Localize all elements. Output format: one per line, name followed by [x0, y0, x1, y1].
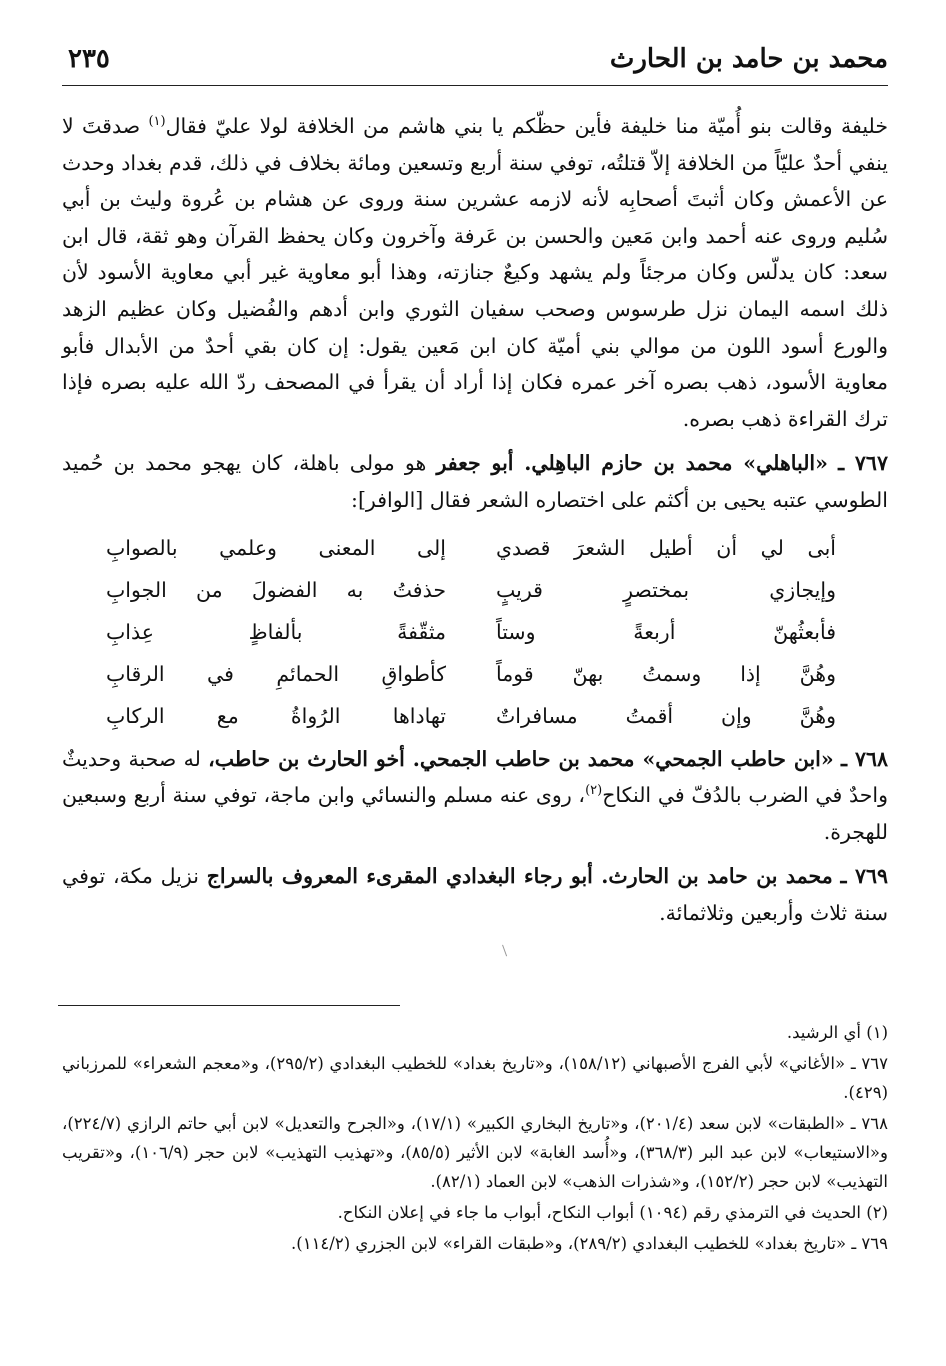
- page-header: [62, 40, 888, 86]
- footnote-label: (٢): [866, 1203, 888, 1222]
- entry-768-heading: «ابن حاطب الجمحي» محمد بن حاطب الجمحي. أخو الحارث بن حاطب،: [208, 746, 834, 771]
- entry-767-number: ٧٦٧ ـ: [838, 451, 888, 476]
- page-number: ٢٣٥: [68, 44, 110, 74]
- footnote-ref-2[interactable]: (٢): [585, 783, 603, 799]
- poem-verse: [62, 611, 888, 653]
- entry-768: [62, 741, 888, 851]
- entry-768-text-b: ، روى عنه مسلم والنسائي وابن ماجة، توفي سنة أربع وسبعين للهجرة.: [62, 783, 888, 844]
- verse-second-hemistich: إلى المعنى وعلمي بالصوابِ: [106, 535, 446, 560]
- footnote-rule: [58, 1005, 400, 1006]
- poem-verse: [62, 653, 888, 695]
- footnote-item: [62, 1229, 888, 1258]
- footnote-label: ٧٦٩ ـ: [851, 1234, 888, 1253]
- poem-verse: [62, 527, 888, 569]
- footnote-text: «الأغاني» لأبي الفرج الأصبهاني (١٥٨/١٢)، و«تاريخ بغداد» للخطيب البغدادي (٢٩٥/٢)، و«معجم الشعراء» للمرزباني (٤٢٩).: [62, 1054, 888, 1102]
- entry-769-heading: محمد بن حامد بن الحارث. أبو رجاء البغدادي المقرىء المعروف بالسراج: [206, 864, 833, 889]
- footnote-item: [62, 1198, 888, 1227]
- footnote-text: «الطبقات» لابن سعد (٢٠١/٤)، و«تاريخ البخاري الكبير» (١٧/١)، و«الجرح والتعديل» لابن أبي حاتم الرازي (٢٢٤/٧)، و«الاستيعاب» لابن عبد البر (٣٦٨/٣)، و«أُسد الغابة» لابن الأثير (٨٥/٥)، و«تهذيب التهذيب» لابن حجر (١٠٦/٩)، و«تقريب التهذيب» لابن حجر (١٥٢/٢)، و«شذرات الذهب» لابن العماد (٨٢/١).: [62, 1114, 888, 1191]
- verse-second-hemistich: مثقّفةً بألفاظٍ عِذابِ: [106, 619, 446, 644]
- footnote-label: (١): [866, 1023, 888, 1042]
- footnote-ref-1[interactable]: (١): [148, 114, 166, 130]
- verse-first-hemistich: فأبعثُهنّ أربعةً وستاً: [496, 619, 836, 644]
- verse-second-hemistich: كأطواقِ الحمائمِ في الرقابِ: [106, 661, 446, 686]
- verse-first-hemistich: وإيجازي بمختصرٍ قريبٍ: [496, 577, 836, 602]
- footnote-text: «تاريخ بغداد» للخطيب البغدادي (٢٨٩/٢)، و«طبقات القراء» لابن الجزري (١١٤/٢).: [291, 1234, 847, 1253]
- intro-text-b: صدقتَ لا ينفي أحدٌ عليّاً من الخلافة إلاّ قتلتُه، توفي سنة أربع وتسعين ومائة بخلاف في ذلك، قدم بغداد وحدث عن الأعمش وكان أثبتَ أصحابِه لأنه لازمه عشرين سنة وروى عن هشام بن عُروة وليث بن أبي سُليم وروى عنه أحمد وابن مَعين والحسن بن عَرفة وآخرون وكان يحفظ القرآن وهو ثقة، قال ابن سعد: كان يدلّس وكان مرجئاً ولم يشهد وكيعٌ جنازته، وهذا أبو معاوية غير أبي معاوية الأسود لأن ذلك اسمه اليمان نزل طرسوس وصحب سفيان الثوري وابن أدهم والفُضيل وكان عظيم الزهد والورع أسود اللون من موالي بني أميّة كان ابن مَعين يقول: إن كان بقي أحدٌ من الأبدال فأبو معاوية الأسود، ذهب بصره آخر عمره فكان إذا أراد أن يقرأ في المصحف ردّ الله عليه بصره فإذا ترك القراءة ذهب بصره.: [62, 114, 888, 431]
- entry-768-number: ٧٦٨ ـ: [840, 746, 888, 771]
- footnote-text: أي الرشيد.: [786, 1023, 861, 1042]
- verse-first-hemistich: وهُنَّ وإن أقمتُ مسافراتٌ: [496, 703, 836, 728]
- entry-768-text-a: له صحبة وحديثٌ واحدٌ في الضرب بالدُفّ في النكاح: [62, 746, 888, 808]
- entry-769: [62, 858, 888, 931]
- poem-verse: [62, 569, 888, 611]
- entry-769-number: ٧٦٩ ـ: [840, 864, 889, 889]
- footnote-text: الحديث في الترمذي رقم (١٠٩٤) أبواب النكاح، أبواب ما جاء في إعلان النكاح.: [337, 1203, 861, 1222]
- verse-first-hemistich: وهُنَّ إذا وسمتُ بهنّ قوماً: [496, 661, 836, 686]
- poem: [62, 527, 888, 737]
- footnote-label: ٧٦٨ ـ: [850, 1114, 888, 1133]
- header-rule: [62, 85, 888, 86]
- pencil-mark: [502, 944, 510, 957]
- footnote-item: [62, 1049, 888, 1107]
- footnote-item: [62, 1109, 888, 1196]
- intro-text-a: خليفة وقالت بنو أُميّة منا خليفة فأين حظّكم يا بني هاشم من الخلافة لولا عليّ فقال: [165, 114, 888, 138]
- entry-767-heading: «الباهلي» محمد بن حازم الباهِلي. أبو جعفر: [436, 451, 828, 476]
- poem-verse: [62, 695, 888, 737]
- running-title: محمد بن حامد بن الحارث: [609, 44, 888, 74]
- intro-paragraph: [62, 108, 888, 437]
- entry-767-text: هو مولى باهلة، كان يهجو محمد بن حُميد الطوسي عتبه يحيى بن أكثم على اختصاره الشعر فقال [الوافر]:: [62, 451, 888, 512]
- footnote-label: ٧٦٧ ـ: [850, 1054, 888, 1073]
- entry-767: [62, 445, 888, 518]
- footnotes: [62, 1018, 888, 1260]
- verse-second-hemistich: تهاداها الرُواةُ مع الركابِ: [106, 703, 446, 728]
- main-text: [62, 108, 888, 932]
- footnote-item: [62, 1018, 888, 1047]
- verse-first-hemistich: أبى لي أن أطيل الشعرَ قصدي: [496, 535, 836, 560]
- verse-second-hemistich: حذفتُ به الفضولَ من الجوابِ: [106, 577, 446, 602]
- entry-769-text: نزيل مكة، توفي سنة ثلاث وأربعين وثلاثمائة.: [62, 864, 888, 925]
